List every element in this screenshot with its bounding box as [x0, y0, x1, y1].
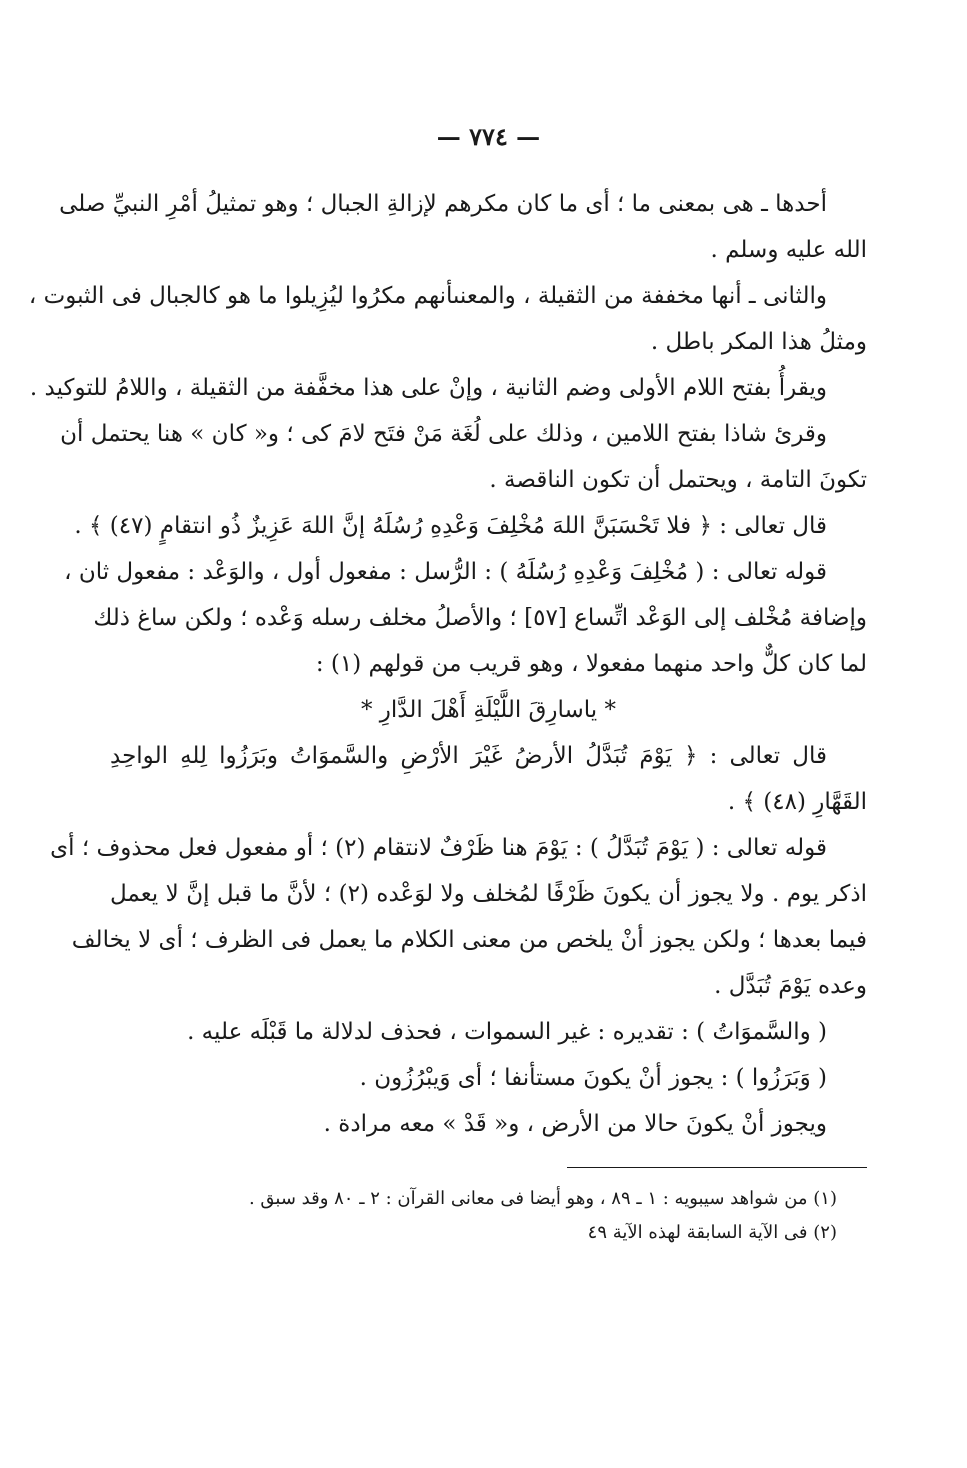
footnote: (١) من شواهد سيبويه : ١ ـ ٨٩ ، وهو أيضا فى معانى القرآن : ٢ ـ ٨٠ وقد سبق .	[248, 1188, 837, 1209]
text-line: والثانى ـ أنها مخففة من الثقيلة ، والمعنىأنهم مكرُوا ليُزِيلوا ما هو كالجبال فى الثبوت ،	[28, 283, 827, 309]
text-line: القَهَّارِ (٤٨) ﴾ .	[727, 789, 867, 815]
text-line: قال تعالى : ﴿ يَوْمَ تُبَدَّلُ الأرضُ غَيْرَ الأرْضِ والسَّموَاتُ وبَرَزُوا لِلهِ الواحِدِ	[110, 743, 827, 769]
text-line: وإضافة مُخْلف إلى الوَعْد اتِّساع [٥٧] ؛ والأصلُ مخلف رسله وَعْده ؛ ولكن ساغ ذلك	[93, 605, 867, 631]
text-line: قال تعالى : ﴿ فلا تَحْسَبَنَّ اللهَ مُخْلِفَ وَعْدِهِ رُسُلَهُ إنَّ اللهَ عَزِيزٌ ذُو انتقامٍ (٤٧) ﴾ .	[74, 513, 827, 539]
text-line: اذكر يوم . ولا يجوز أن يكونَ ظَرْفًا لمُخلف ولا لوَعْده (٢) ؛ لأنَّ ما قبل إنَّ لا يعمل	[110, 881, 867, 907]
footnote: (٢) فى الآية السابقة لهذه الآية ٤٩	[587, 1222, 837, 1243]
main-text	[28, 181, 867, 1147]
text-line: لما كان كلٌّ واحد منهما مفعولا ، وهو قريب من قولهم (١) :	[315, 651, 867, 677]
text-line: الله عليه وسلم .	[710, 237, 867, 263]
text-line: قوله تعالى : ( يَوْمَ تُبَدَّلُ ) : يَوْمَ هنا ظَرْفٌ لانتقام (٢) ؛ أو مفعول فعل محذوف ؛ أى	[50, 835, 827, 861]
text-line: قوله تعالى : ( مُخْلِفَ وَعْدِهِ رُسُلَهُ ) : الرُّسل : مفعول أول ، والوَعْد : مفعول ثان ،	[64, 559, 827, 585]
footnotes	[110, 1182, 867, 1250]
text-line: أحدها ـ هى بمعنى ما ؛ أى ما كان مكرهم لإزالةِ الجبال ؛ وهو تمثيلُ أمْرِ النبيِّ صلى	[59, 191, 827, 217]
text-line: وعده يَوْمَ تُبَدَّل .	[714, 973, 867, 999]
page-number: — ٧٧٤ —	[436, 122, 541, 151]
text-line: * ياسارِقَ اللَّيْلَةِ أَهْلَ الدَّارِ *	[361, 697, 616, 723]
text-line: ويجوز أنْ يكونَ حالا من الأرض ، و« قَدْ » معه مرادة .	[323, 1111, 827, 1137]
text-line: ( والسَّموَاتُ ) : تقديره : غير السموات ، فحذف لدلالة ما قَبْلَه عليه .	[187, 1019, 827, 1045]
text-line: فيما بعدها ؛ ولكن يجوز أنْ يلخص من معنى الكلام ما يعمل فى الظرف ؛ أى لا يخالف	[71, 927, 867, 953]
footnote-divider	[567, 1167, 867, 1168]
text-line: ومثلُ هذا المكر باطل .	[650, 329, 867, 355]
text-line: وقرئ شاذا بفتح اللامين ، وذلك على لُغَة مَنْ فتَح لامَ كى ؛ و« كان » هنا يحتمل أن	[60, 421, 827, 447]
text-line: ويقرأُ بفتح اللام الأولى وضم الثانية ، وإنْ على هذا مخفَّفة من الثقيلة ، واللامُ للتوكيد .	[29, 375, 827, 401]
text-line: ( وَبَرَزُوا ) : يجوز أنْ يكونَ مستأنفا ؛ أى وَيبْرُزُون .	[359, 1065, 827, 1091]
text-line: تكونَ التامة ، ويحتمل أن تكون الناقصة .	[489, 467, 867, 493]
